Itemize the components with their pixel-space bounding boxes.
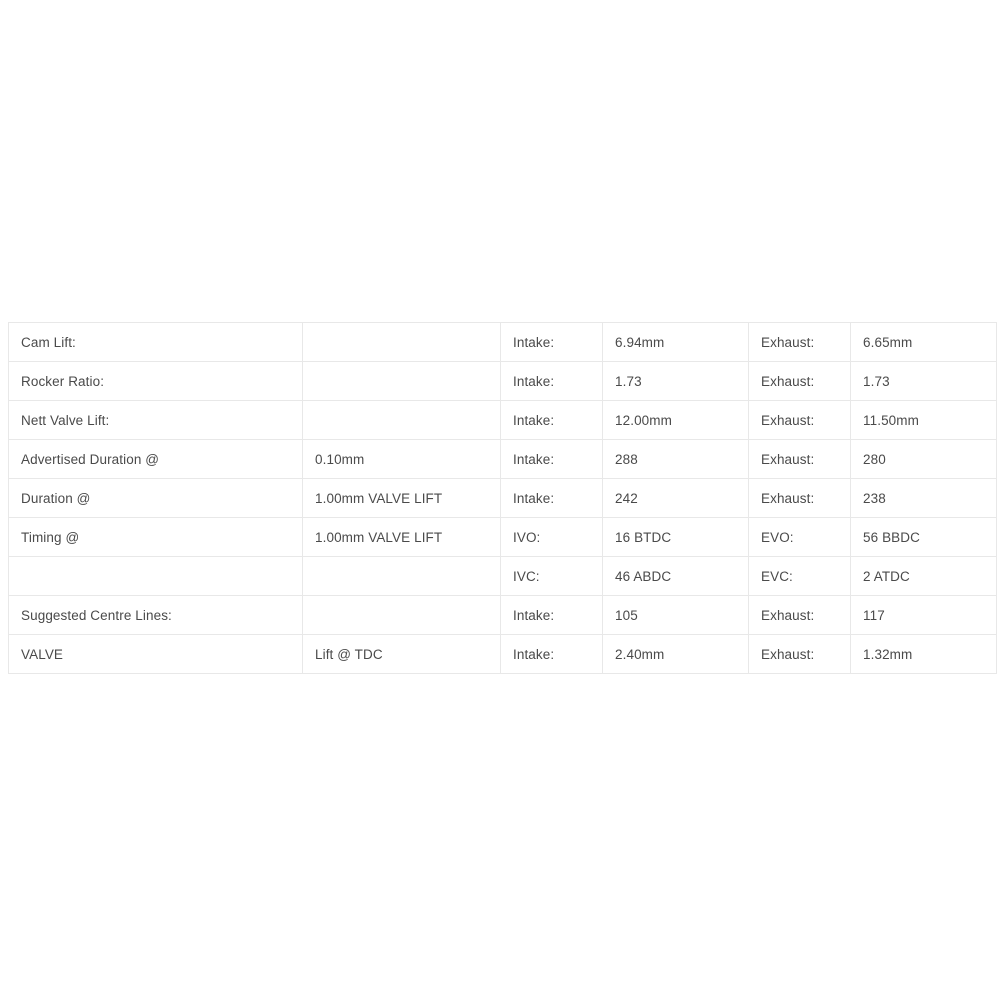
row-left-value: 12.00mm [603, 401, 749, 440]
table-row [9, 401, 997, 440]
row-label: Duration @ [9, 479, 303, 518]
row-left-key: IVC: [501, 557, 603, 596]
row-left-key: Intake: [501, 440, 603, 479]
row-right-key: EVC: [749, 557, 851, 596]
table-row [9, 518, 997, 557]
row-label: Timing @ [9, 518, 303, 557]
row-left-value: 6.94mm [603, 323, 749, 362]
table-row [9, 596, 997, 635]
row-left-value: 1.73 [603, 362, 749, 401]
table-row [9, 323, 997, 362]
row-label: Cam Lift: [9, 323, 303, 362]
row-label: Rocker Ratio: [9, 362, 303, 401]
row-condition [303, 362, 501, 401]
row-right-value: 238 [851, 479, 997, 518]
row-right-value: 1.73 [851, 362, 997, 401]
row-left-key: Intake: [501, 323, 603, 362]
row-left-key: Intake: [501, 479, 603, 518]
row-left-key: Intake: [501, 635, 603, 674]
cam-spec-table-body [9, 323, 997, 674]
row-right-value: 1.32mm [851, 635, 997, 674]
row-right-key: Exhaust: [749, 362, 851, 401]
row-condition [303, 323, 501, 362]
row-right-value: 6.65mm [851, 323, 997, 362]
row-right-value: 280 [851, 440, 997, 479]
row-label: Nett Valve Lift: [9, 401, 303, 440]
table-row [9, 362, 997, 401]
row-condition [303, 401, 501, 440]
row-condition [303, 596, 501, 635]
row-right-value: 11.50mm [851, 401, 997, 440]
row-right-key: Exhaust: [749, 596, 851, 635]
table-row [9, 479, 997, 518]
row-left-key: Intake: [501, 596, 603, 635]
row-right-key: Exhaust: [749, 323, 851, 362]
row-label: Suggested Centre Lines: [9, 596, 303, 635]
cam-spec-table [8, 322, 997, 674]
row-left-value: 2.40mm [603, 635, 749, 674]
row-right-key: EVO: [749, 518, 851, 557]
cam-spec-table-container [8, 322, 996, 674]
row-right-value: 117 [851, 596, 997, 635]
row-left-value: 242 [603, 479, 749, 518]
table-row [9, 635, 997, 674]
table-row [9, 440, 997, 479]
row-label: Advertised Duration @ [9, 440, 303, 479]
row-condition [303, 557, 501, 596]
row-left-value: 288 [603, 440, 749, 479]
row-left-key: Intake: [501, 401, 603, 440]
row-right-key: Exhaust: [749, 440, 851, 479]
row-right-value: 56 BBDC [851, 518, 997, 557]
row-left-value: 105 [603, 596, 749, 635]
row-left-value: 16 BTDC [603, 518, 749, 557]
row-condition: Lift @ TDC [303, 635, 501, 674]
row-label [9, 557, 303, 596]
row-condition: 1.00mm VALVE LIFT [303, 518, 501, 557]
table-row [9, 557, 997, 596]
row-left-value: 46 ABDC [603, 557, 749, 596]
row-right-value: 2 ATDC [851, 557, 997, 596]
row-left-key: Intake: [501, 362, 603, 401]
row-right-key: Exhaust: [749, 635, 851, 674]
row-condition: 1.00mm VALVE LIFT [303, 479, 501, 518]
row-label: VALVE [9, 635, 303, 674]
row-condition: 0.10mm [303, 440, 501, 479]
row-right-key: Exhaust: [749, 479, 851, 518]
row-left-key: IVO: [501, 518, 603, 557]
row-right-key: Exhaust: [749, 401, 851, 440]
